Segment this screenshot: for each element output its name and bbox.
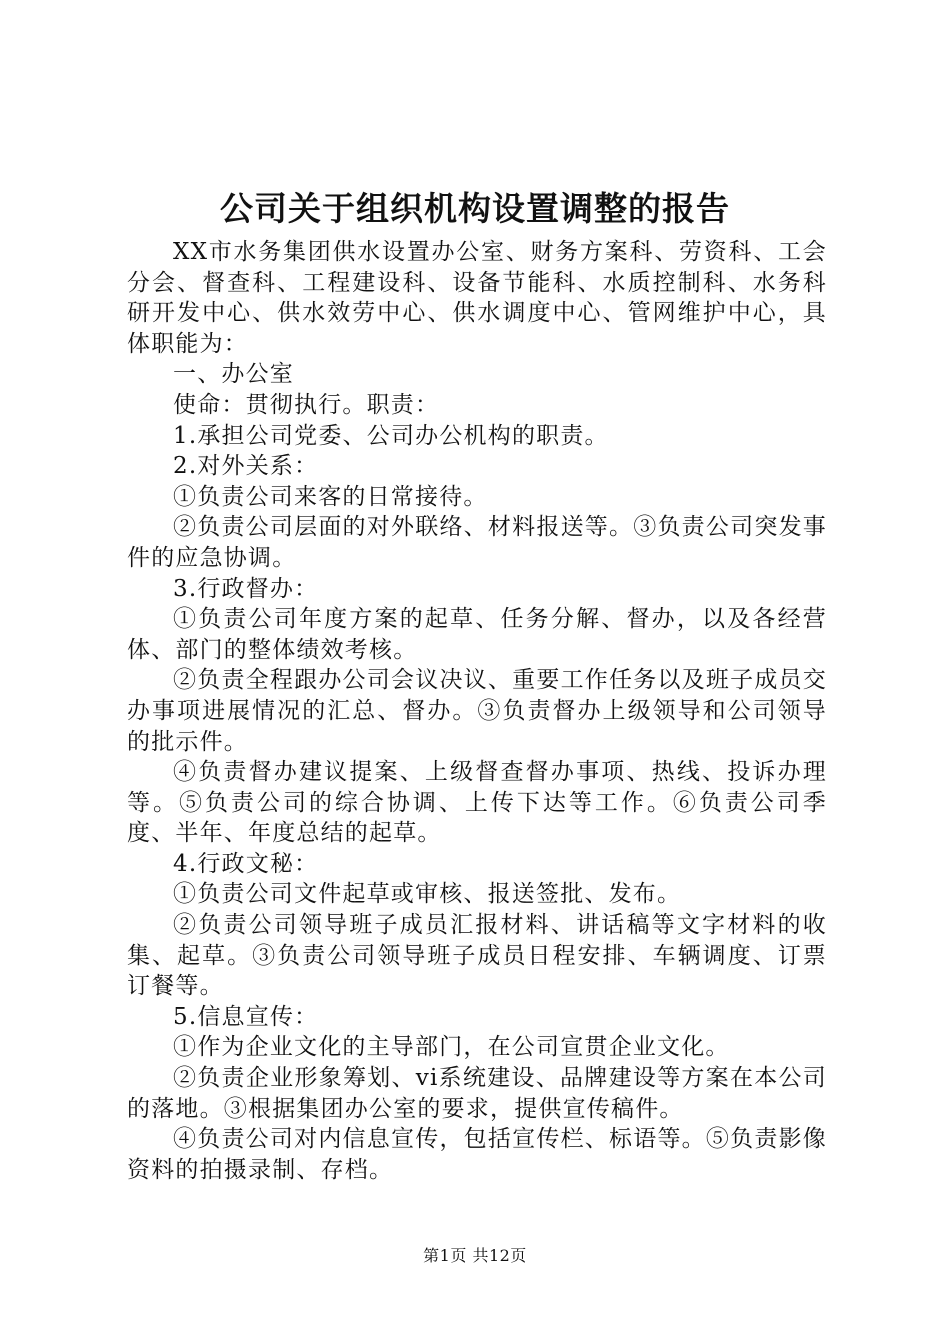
document-body (127, 237, 827, 1185)
paragraph: ②负责公司领导班子成员汇报材料、讲话稿等文字材料的收集、起草。③负责公司领导班子成员日程安排、车辆调度、订票订餐等。 (127, 912, 827, 1000)
subsection-heading: 5.信息宣传： (173, 1003, 319, 1030)
paragraph: ④负责公司对内信息宣传，包括宣传栏、标语等。⑤负责影像资料的拍摄录制、存档。 (127, 1126, 827, 1183)
paragraph: ①负责公司年度方案的起草、任务分解、督办，以及各经营体、部门的整体绩效考核。 (127, 606, 827, 663)
paragraph: 1.承担公司党委、公司办公机构的职责。 (173, 422, 609, 449)
paragraph: ①负责公司来客的日常接待。 (173, 483, 488, 510)
paragraph: ④负责督办建议提案、上级督查督办事项、热线、投诉办理等。⑤负责公司的综合协调、上传下达等工作。⑥负责公司季度、半年、年度总结的起草。 (127, 759, 827, 847)
paragraph: ①负责公司文件起草或审核、报送签批、发布。 (173, 881, 682, 908)
section-heading: 一、办公室 (173, 361, 294, 388)
document-title: 公司关于组织机构设置调整的报告 (220, 189, 730, 228)
subsection-heading: 2.对外关系： (173, 453, 319, 480)
paragraph: ②负责公司层面的对外联络、材料报送等。③负责公司突发事件的应急协调。 (127, 514, 827, 571)
paragraph: XX市水务集团供水设置办公室、财务方案科、劳资科、工会分会、督查科、工程建设科、设备节能科、水质控制科、水务科研开发中心、供水效劳中心、供水调度中心、管网维护中心，具体职能为： (127, 239, 827, 357)
paragraph: 使命：贯彻执行。职责： (173, 391, 440, 418)
paragraph: ②负责企业形象筹划、vi系统建设、品牌建设等方案在本公司的落地。③根据集团办公室的要求，提供宣传稿件。 (127, 1065, 827, 1122)
subsection-heading: 3.行政督办： (173, 575, 319, 602)
paragraph: ②负责全程跟办公司会议决议、重要工作任务以及班子成员交办事项进展情况的汇总、督办。③负责督办上级领导和公司领导的批示件。 (127, 667, 827, 755)
page-number-footer: 第1页 共12页 (423, 1246, 527, 1265)
subsection-heading: 4.行政文秘： (173, 850, 319, 877)
paragraph: ①作为企业文化的主导部门，在公司宣贯企业文化。 (173, 1034, 730, 1061)
